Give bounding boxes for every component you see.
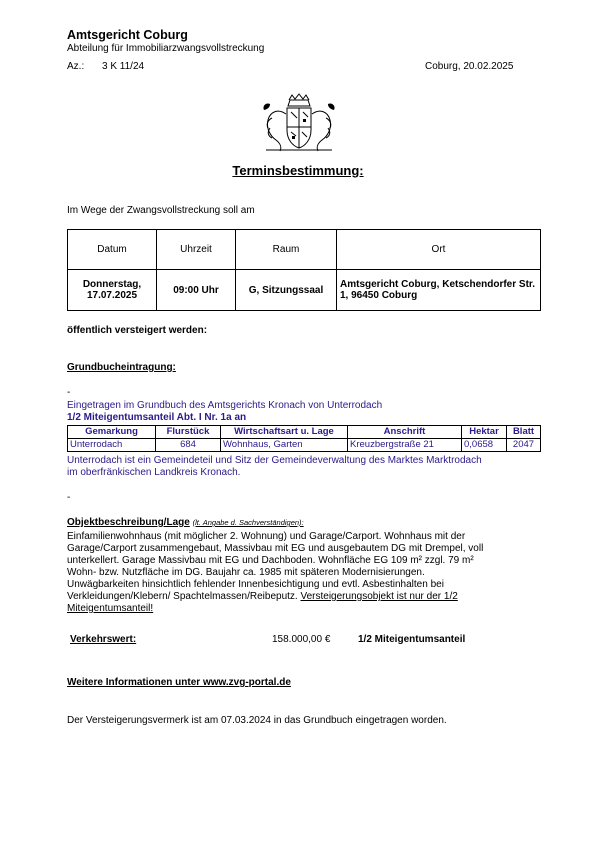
auction-place: Amtsgericht Coburg, Ketschendorfer Str. 1, 96450 Coburg (337, 270, 541, 311)
header-place: Ort (337, 230, 541, 270)
col-hektar: Hektar (462, 426, 507, 439)
description-share-note: Miteigentumsanteil! (67, 603, 154, 614)
header-room: Raum (236, 230, 337, 270)
cell-flurstueck: 684 (156, 439, 221, 452)
page-title: Terminsbestimmung: (232, 163, 364, 178)
description-line: Einfamilienwohnhaus (mit möglicher 2. Wohnung) und Garage/Carport. Wohnhaus mit der (67, 531, 466, 542)
registration-note: Der Versteigerungsvermerk ist am 07.03.2024 in das Grundbuch eingetragen worden. (67, 715, 447, 726)
market-value-share: 1/2 Miteigentumsanteil (358, 634, 466, 645)
auction-time: 09:00 Uhr (157, 270, 236, 311)
auction-statement: öffentlich versteigert werden: (67, 325, 208, 336)
file-number-label: Az.: (67, 61, 85, 72)
col-flurstueck: Flurstück (156, 426, 221, 439)
col-anschrift: Anschrift (348, 426, 462, 439)
description-plain: Verkleidungen/Klebern/ Spachtelmassen/Reibeputz. (67, 591, 298, 602)
grundbuch-entry: Eingetragen im Grundbuch des Amtsgerichts Kronach von Unterrodach (67, 400, 383, 411)
header-date: Datum (68, 230, 157, 270)
separator-dash-2: - (67, 492, 71, 503)
table-row (68, 439, 541, 452)
description-line: Unwägbarkeiten hinsichtlich fehlender Innenbesichtigung und evtl. Asbestinhalten bei (67, 579, 444, 590)
market-value-amount: 158.000,00 € (272, 634, 331, 645)
parcel-table (67, 425, 541, 452)
object-heading-note: (lt. Angabe d. Sachverständigen): (192, 518, 304, 527)
intro-text: Im Wege der Zwangsvollstreckung soll am (67, 205, 255, 216)
cell-anschrift: Kreuzbergstraße 21 (348, 439, 462, 452)
auction-date: Donnerstag, 17.07.2025 (68, 270, 157, 311)
location-note-2: im oberfränkischen Landkreis Kronach. (67, 467, 241, 478)
court-name: Amtsgericht Coburg (67, 28, 188, 42)
description-emphasis: Versteigerungsobjekt ist nur der 1/2 (300, 591, 458, 602)
col-wirtschaftsart: Wirtschaftsart u. Lage (221, 426, 348, 439)
place-date: Coburg, 20.02.2025 (425, 61, 514, 72)
description-line (67, 591, 541, 603)
auction-room: G, Sitzungssaal (236, 270, 337, 311)
description-line: Wohn- bzw. Nutzfläche im DG. Baujahr ca. 1985 mit späteren Modernisierungen. (67, 567, 425, 578)
description-line: Garage/Carport zusammengebaut, Massivbau mit EG und ausgebautem DG mit Drempel, voll (67, 543, 484, 554)
cell-wirtschaftsart: Wohnhaus, Garten (221, 439, 348, 452)
market-value-label: Verkehrswert: (70, 634, 137, 645)
grundbuch-heading: Grundbucheintragung: (67, 362, 176, 373)
col-blatt: Blatt (507, 426, 541, 439)
bavarian-coat-of-arms-icon (258, 92, 340, 154)
file-number: 3 K 11/24 (102, 61, 145, 72)
col-gemarkung: Gemarkung (68, 426, 156, 439)
schedule-table (67, 229, 541, 311)
department: Abteilung für Immobiliarzwangsvollstreckung (67, 43, 265, 54)
cell-gemarkung: Unterrodach (68, 439, 156, 452)
location-note-1: Unterrodach ist ein Gemeindeteil und Sitz der Gemeindeverwaltung des Marktes Marktrodach (67, 455, 482, 466)
separator-dash: - (67, 387, 71, 398)
object-heading-line (67, 517, 304, 528)
more-info-link[interactable]: Weitere Informationen unter www.zvg-portal.de (67, 677, 291, 688)
object-description (67, 531, 541, 615)
ownership-share: 1/2 Miteigentumsanteil Abt. I Nr. 1a an (67, 412, 247, 423)
object-heading: Objektbeschreibung/Lage (67, 517, 190, 528)
cell-blatt: 2047 (507, 439, 541, 452)
description-line: unterkellert. Garage Massivbau mit EG und Dachboden. Wohnfläche EG 109 m² zzgl. 79 m² (67, 555, 474, 566)
header-time: Uhrzeit (157, 230, 236, 270)
cell-hektar: 0,0658 (462, 439, 507, 452)
